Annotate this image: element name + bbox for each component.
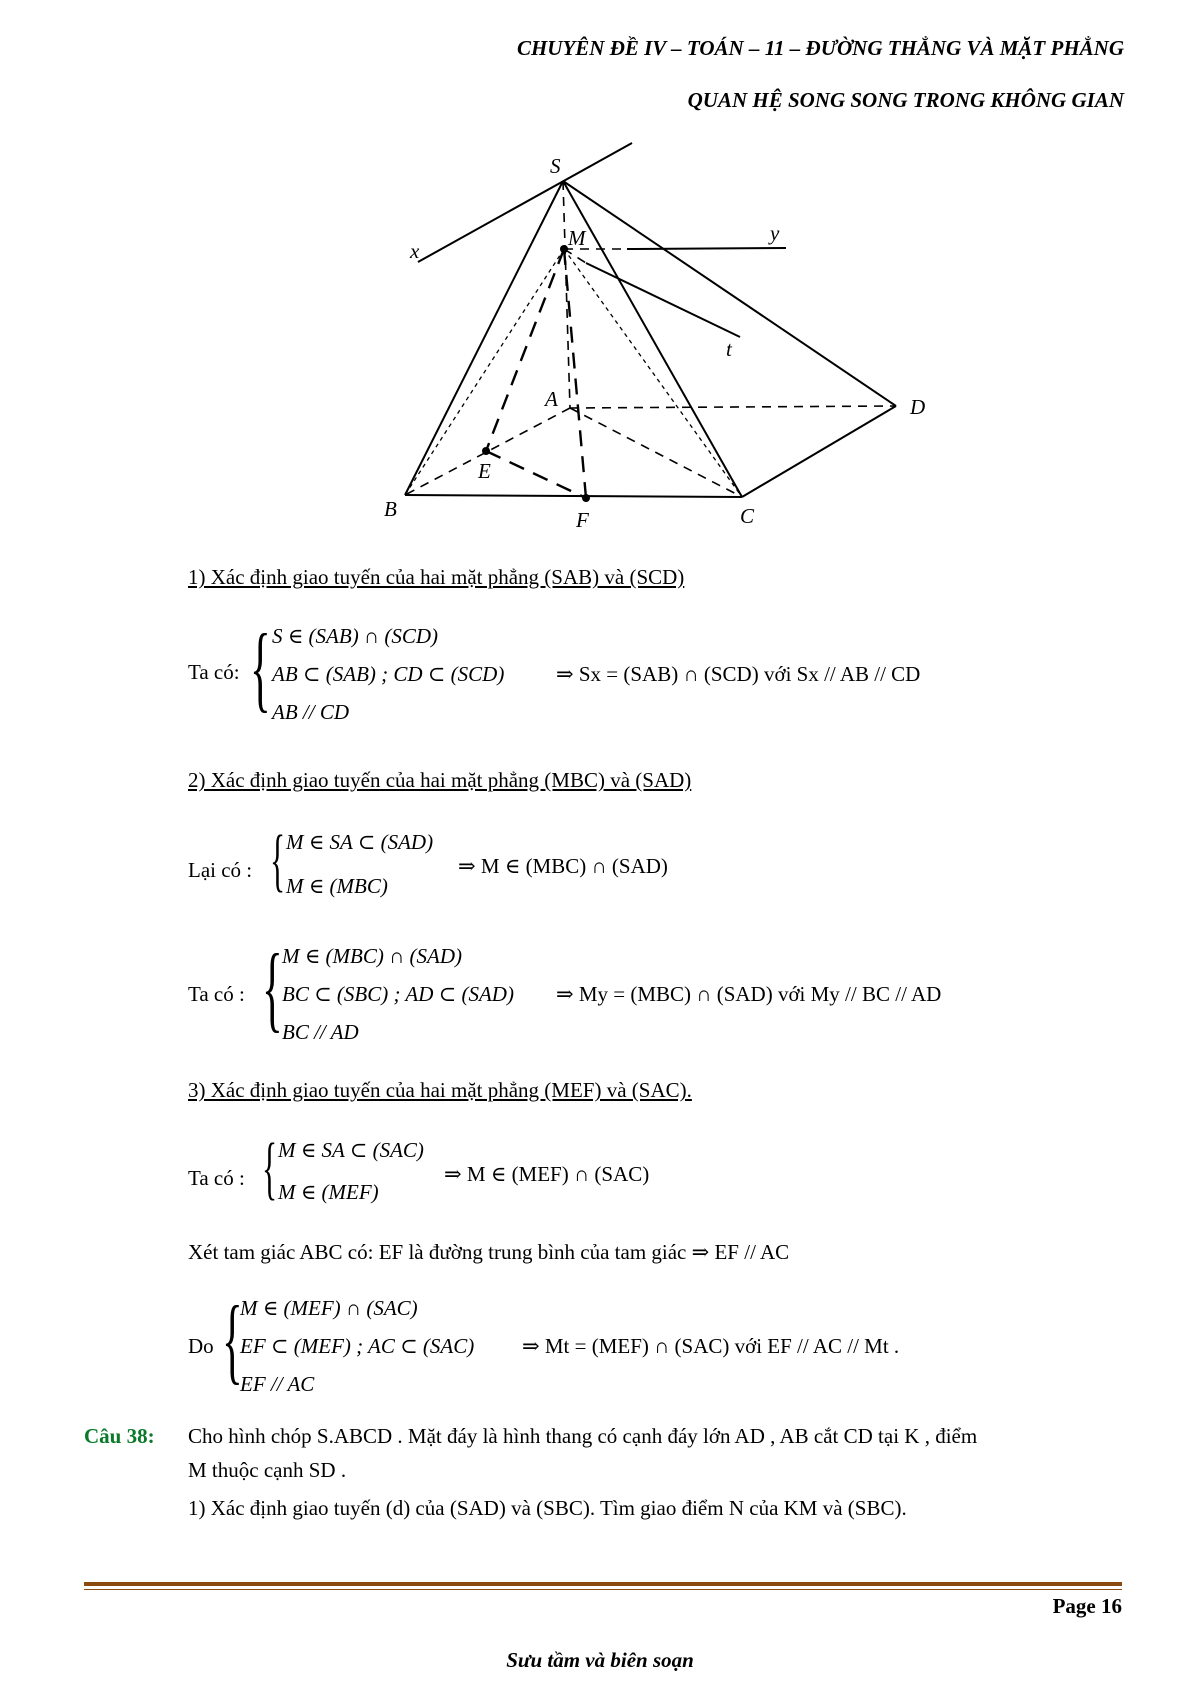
part3-line2c: EF // AC	[240, 1372, 315, 1396]
part3-line1b: M ∈ (MEF)	[278, 1180, 379, 1204]
footer-rule	[84, 1582, 1122, 1586]
question-line1: Cho hình chóp S.ABCD . Mặt đáy là hình thang có cạnh đáy lớn AD , AB cắt CD tại K , điểm	[188, 1424, 978, 1448]
edge-sd	[563, 181, 896, 406]
question-label: Câu 38:	[84, 1424, 155, 1448]
label-e: E	[478, 459, 491, 483]
part3-lead2: Do	[188, 1334, 214, 1358]
label-f: F	[576, 508, 589, 532]
part2-lead2: Ta có :	[188, 982, 245, 1006]
part2-brace2: {	[262, 934, 283, 1041]
edge-bc	[405, 495, 742, 497]
part3-result1: ⇒ M ∈ (MEF) ∩ (SAC)	[444, 1162, 650, 1186]
edge-sc	[563, 181, 742, 497]
header-title-line1: CHUYÊN ĐỀ IV – TOÁN – 11 – ĐƯỜNG THẲNG VÀ MẶT PHẲNG	[516, 36, 1124, 60]
label-c: C	[740, 504, 755, 528]
line-mt	[586, 263, 740, 337]
edge-ad	[570, 406, 896, 408]
part2-result2: ⇒ My = (MBC) ∩ (SAD) với My // BC // AD	[556, 982, 942, 1006]
label-d: D	[910, 395, 926, 419]
part1-brace: {	[250, 614, 271, 721]
point-f	[582, 494, 590, 502]
part1-line3: AB // CD	[272, 700, 349, 724]
question-line2: M thuộc cạnh SD .	[188, 1458, 347, 1482]
part2-lead1: Lại có :	[188, 858, 253, 882]
segment-ef	[486, 451, 586, 498]
part1-line1: S ∈ (SAB) ∩ (SCD)	[272, 624, 439, 648]
part3-result2: ⇒ Mt = (MEF) ∩ (SAC) với EF // AC // Mt .	[522, 1334, 900, 1358]
segment-mf	[564, 249, 586, 498]
part2-line2b: BC ⊂ (SBC) ; AD ⊂ (SAD)	[282, 982, 514, 1006]
footer-source: Sưu tầm và biên soạn	[506, 1648, 694, 1672]
part3-note: Xét tam giác ABC có: EF là đường trung bình của tam giác ⇒ EF // AC	[188, 1240, 790, 1264]
part3-line1a: M ∈ SA ⊂ (SAC)	[278, 1138, 424, 1162]
pyramid-figure	[0, 0, 1200, 560]
footer-rule-thin	[84, 1589, 1122, 1590]
part2-line1b: M ∈ (MBC)	[286, 874, 388, 898]
segment-mc	[564, 249, 742, 497]
part3-lead1: Ta có :	[188, 1166, 245, 1190]
label-a: A	[545, 387, 558, 411]
edge-cd	[742, 406, 896, 497]
page-number: Page 16	[1052, 1594, 1122, 1618]
part3-brace1: {	[262, 1130, 278, 1207]
segment-me	[486, 249, 564, 451]
point-e	[482, 447, 490, 455]
line-my	[627, 248, 786, 249]
edge-sa	[563, 181, 570, 408]
part3-line2a: M ∈ (MEF) ∩ (SAC)	[240, 1296, 418, 1320]
part1-line2: AB ⊂ (SAB) ; CD ⊂ (SCD)	[272, 662, 505, 686]
label-m: M	[568, 226, 586, 250]
part3-brace2: {	[222, 1286, 243, 1393]
label-s: S	[550, 154, 561, 178]
part2-heading: 2) Xác định giao tuyến của hai mặt phẳng (MBC) và (SAD)	[188, 768, 692, 792]
part1-heading: 1) Xác định giao tuyến của hai mặt phẳng (SAB) và (SCD)	[188, 565, 685, 589]
part2-brace1: {	[270, 822, 286, 899]
part2-result1: ⇒ M ∈ (MBC) ∩ (SAD)	[458, 854, 668, 878]
part3-line2b: EF ⊂ (MEF) ; AC ⊂ (SAC)	[240, 1334, 475, 1358]
label-x: x	[410, 239, 420, 263]
header-title-line2: QUAN HỆ SONG SONG TRONG KHÔNG GIAN	[687, 88, 1124, 112]
part1-lead: Ta có:	[188, 660, 240, 684]
label-y: y	[770, 221, 780, 245]
point-m	[560, 245, 568, 253]
part2-line2c: BC // AD	[282, 1020, 359, 1044]
part2-line2a: M ∈ (MBC) ∩ (SAD)	[282, 944, 462, 968]
label-t: t	[726, 337, 732, 361]
label-b: B	[384, 497, 397, 521]
question-line3: 1) Xác định giao tuyến (d) của (SAD) và (SBC). Tìm giao điểm N của KM và (SBC).	[188, 1496, 907, 1520]
part2-line1a: M ∈ SA ⊂ (SAD)	[286, 830, 434, 854]
part3-heading: 3) Xác định giao tuyến của hai mặt phẳng (MEF) và (SAC).	[188, 1078, 692, 1102]
part1-result: ⇒ Sx = (SAB) ∩ (SCD) với Sx // AB // CD	[556, 662, 921, 686]
